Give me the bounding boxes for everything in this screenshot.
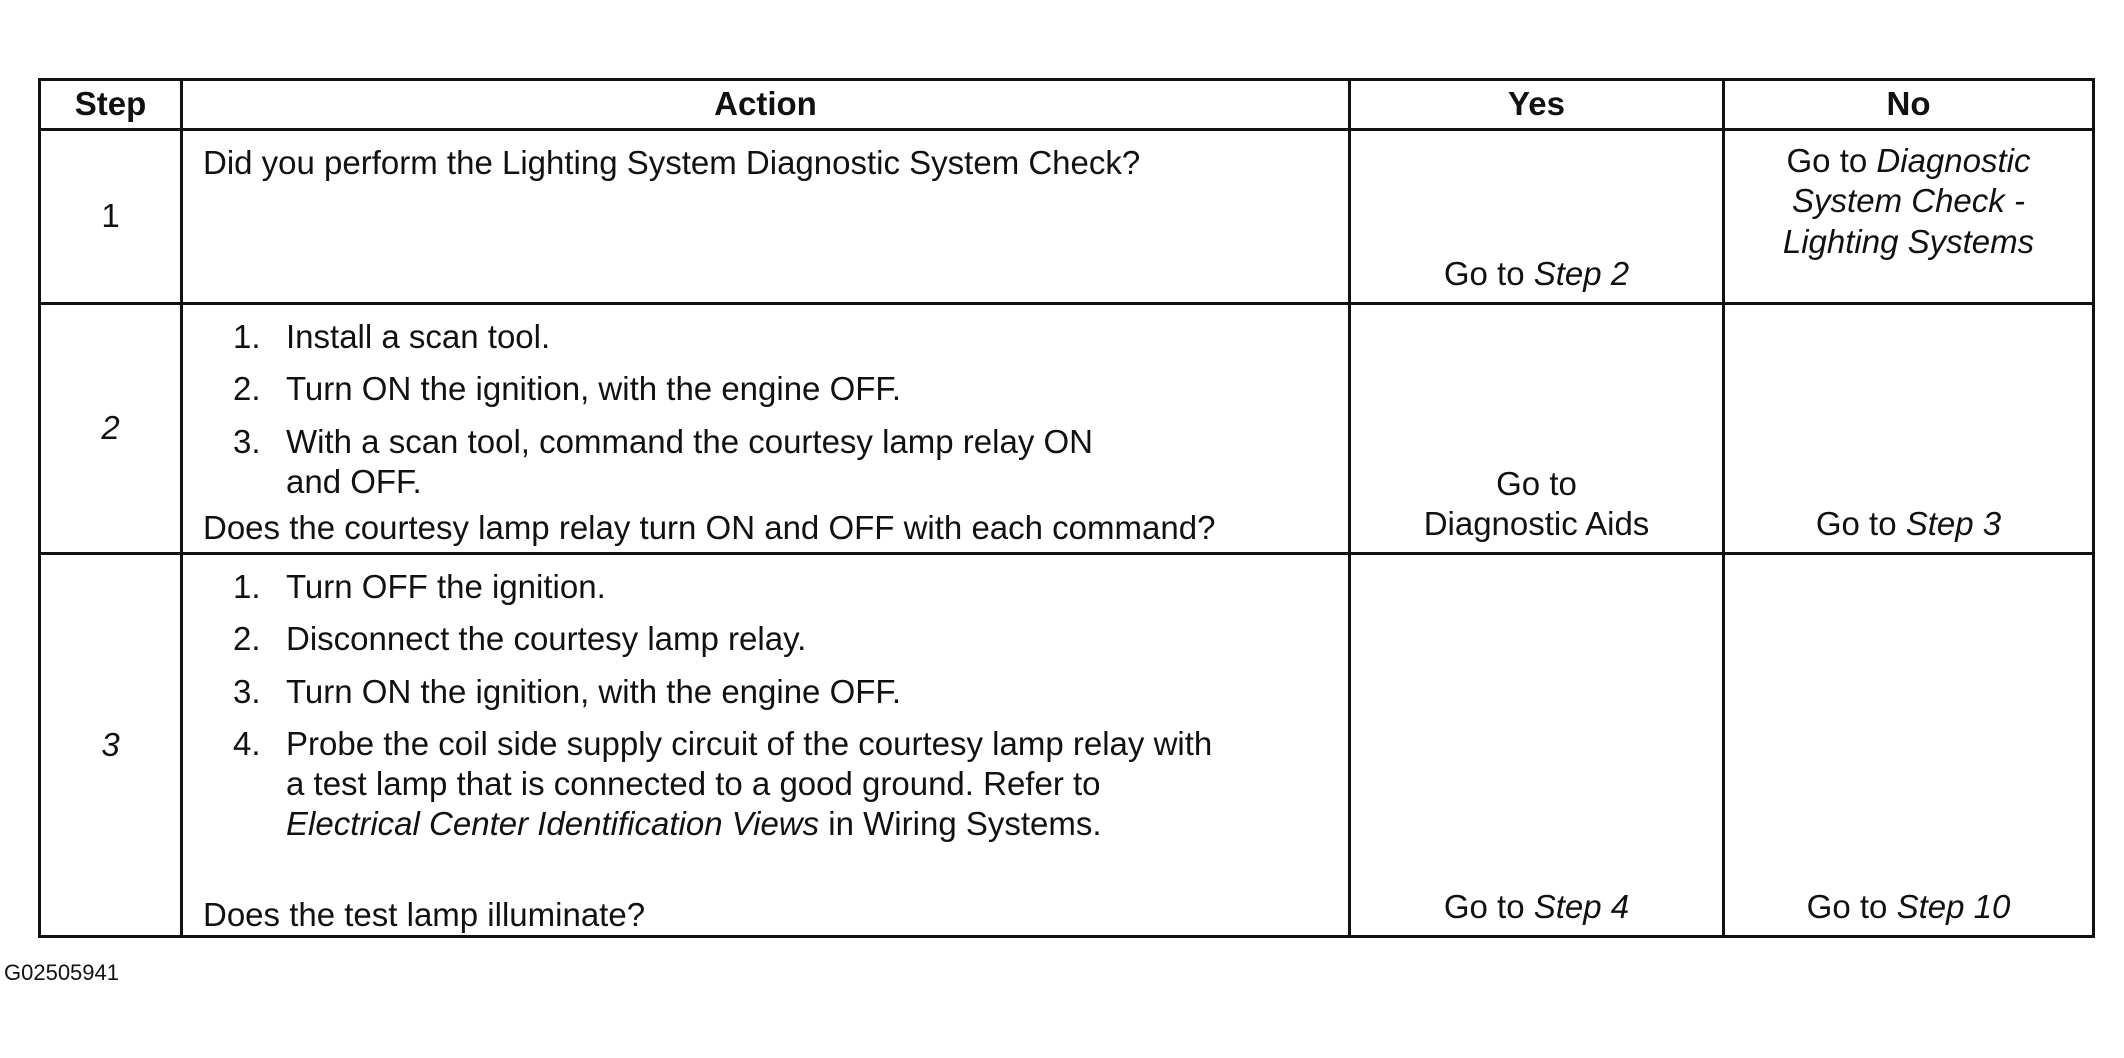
- yes-cell: [1350, 304, 1724, 554]
- no-link-line3[interactable]: Lighting Systems: [1782, 222, 2035, 260]
- action-steps-list: [203, 567, 1328, 845]
- list-item: [203, 672, 1328, 712]
- item-number: 2.: [233, 620, 261, 658]
- reference-link[interactable]: Electrical Center Identification Views: [286, 805, 820, 843]
- item-number: 2.: [233, 370, 261, 408]
- step-number: 2: [40, 304, 182, 554]
- reference-suffix: in Wiring Systems.: [819, 805, 1102, 843]
- table-row: [40, 304, 2094, 554]
- item-text: With a scan tool, command the courtesy lamp relay ON: [286, 422, 1093, 460]
- item-text-cont: a test lamp that is connected to a good ground. Refer to: [286, 765, 1101, 802]
- table-row: [40, 554, 2094, 937]
- no-step-link[interactable]: Step 3: [1905, 504, 2002, 542]
- item-text: Turn ON the ignition, with the engine OFF.: [286, 672, 902, 710]
- action-question: Does the courtesy lamp relay turn ON and OFF with each command?: [203, 509, 1216, 546]
- yes-prefix: Go to: [1443, 254, 1534, 292]
- yes-cell: [1350, 130, 1724, 304]
- action-question: Does the test lamp illuminate?: [203, 895, 646, 933]
- yes-cell: [1350, 554, 1724, 937]
- list-item: [203, 317, 1328, 357]
- item-text: Turn OFF the ignition.: [286, 568, 606, 605]
- yes-step-link[interactable]: Step 4: [1533, 887, 1630, 925]
- item-text: Probe the coil side supply circuit of the courtesy lamp relay with: [286, 724, 1213, 762]
- no-cell: [1724, 554, 2094, 937]
- header-no: No: [1724, 80, 2094, 130]
- no-link-line1[interactable]: Diagnostic: [1876, 142, 2031, 179]
- yes-step-link[interactable]: Step 2: [1533, 254, 1630, 292]
- table-row: [40, 130, 2094, 304]
- item-text: Disconnect the courtesy lamp relay.: [286, 620, 807, 658]
- header-row: [40, 80, 2094, 130]
- step-number: 1: [40, 130, 182, 304]
- action-steps-list: [203, 317, 1328, 502]
- list-item: [203, 567, 1328, 607]
- item-text: Turn ON the ignition, with the engine OFF.: [286, 370, 902, 408]
- no-cell: [1724, 130, 2094, 304]
- list-item: [203, 422, 1328, 503]
- no-link-line2[interactable]: System Check -: [1792, 182, 2025, 220]
- list-item: [203, 724, 1328, 845]
- no-cell: [1724, 304, 2094, 554]
- figure-id: G02505941: [4, 960, 119, 985]
- item-number: 3.: [233, 422, 261, 460]
- action-cell: [182, 304, 1350, 554]
- item-text: Install a scan tool.: [286, 318, 551, 355]
- header-yes: Yes: [1350, 80, 1724, 130]
- list-item: [203, 619, 1328, 659]
- action-question: Did you perform the Lighting System Diagnostic System Check?: [203, 144, 1141, 181]
- list-item: [203, 369, 1328, 409]
- no-prefix: Go to: [1815, 504, 1906, 542]
- no-prefix: Go to: [1786, 142, 1877, 179]
- yes-line1: Go to: [1496, 464, 1577, 502]
- item-number: 1.: [233, 568, 261, 605]
- action-cell: [182, 554, 1350, 937]
- header-step: Step: [40, 80, 182, 130]
- no-step-link[interactable]: Step 10: [1896, 887, 2011, 925]
- yes-link[interactable]: Diagnostic Aids: [1423, 504, 1650, 542]
- no-prefix: Go to: [1806, 887, 1897, 925]
- diagnostic-table: [38, 78, 2095, 938]
- header-action: Action: [182, 80, 1350, 130]
- item-number: 4.: [233, 724, 261, 762]
- item-number: 3.: [233, 672, 261, 710]
- item-number: 1.: [233, 318, 261, 355]
- step-number: 3: [40, 554, 182, 937]
- yes-prefix: Go to: [1443, 887, 1534, 925]
- action-cell: [182, 130, 1350, 304]
- item-text-cont: and OFF.: [286, 462, 422, 500]
